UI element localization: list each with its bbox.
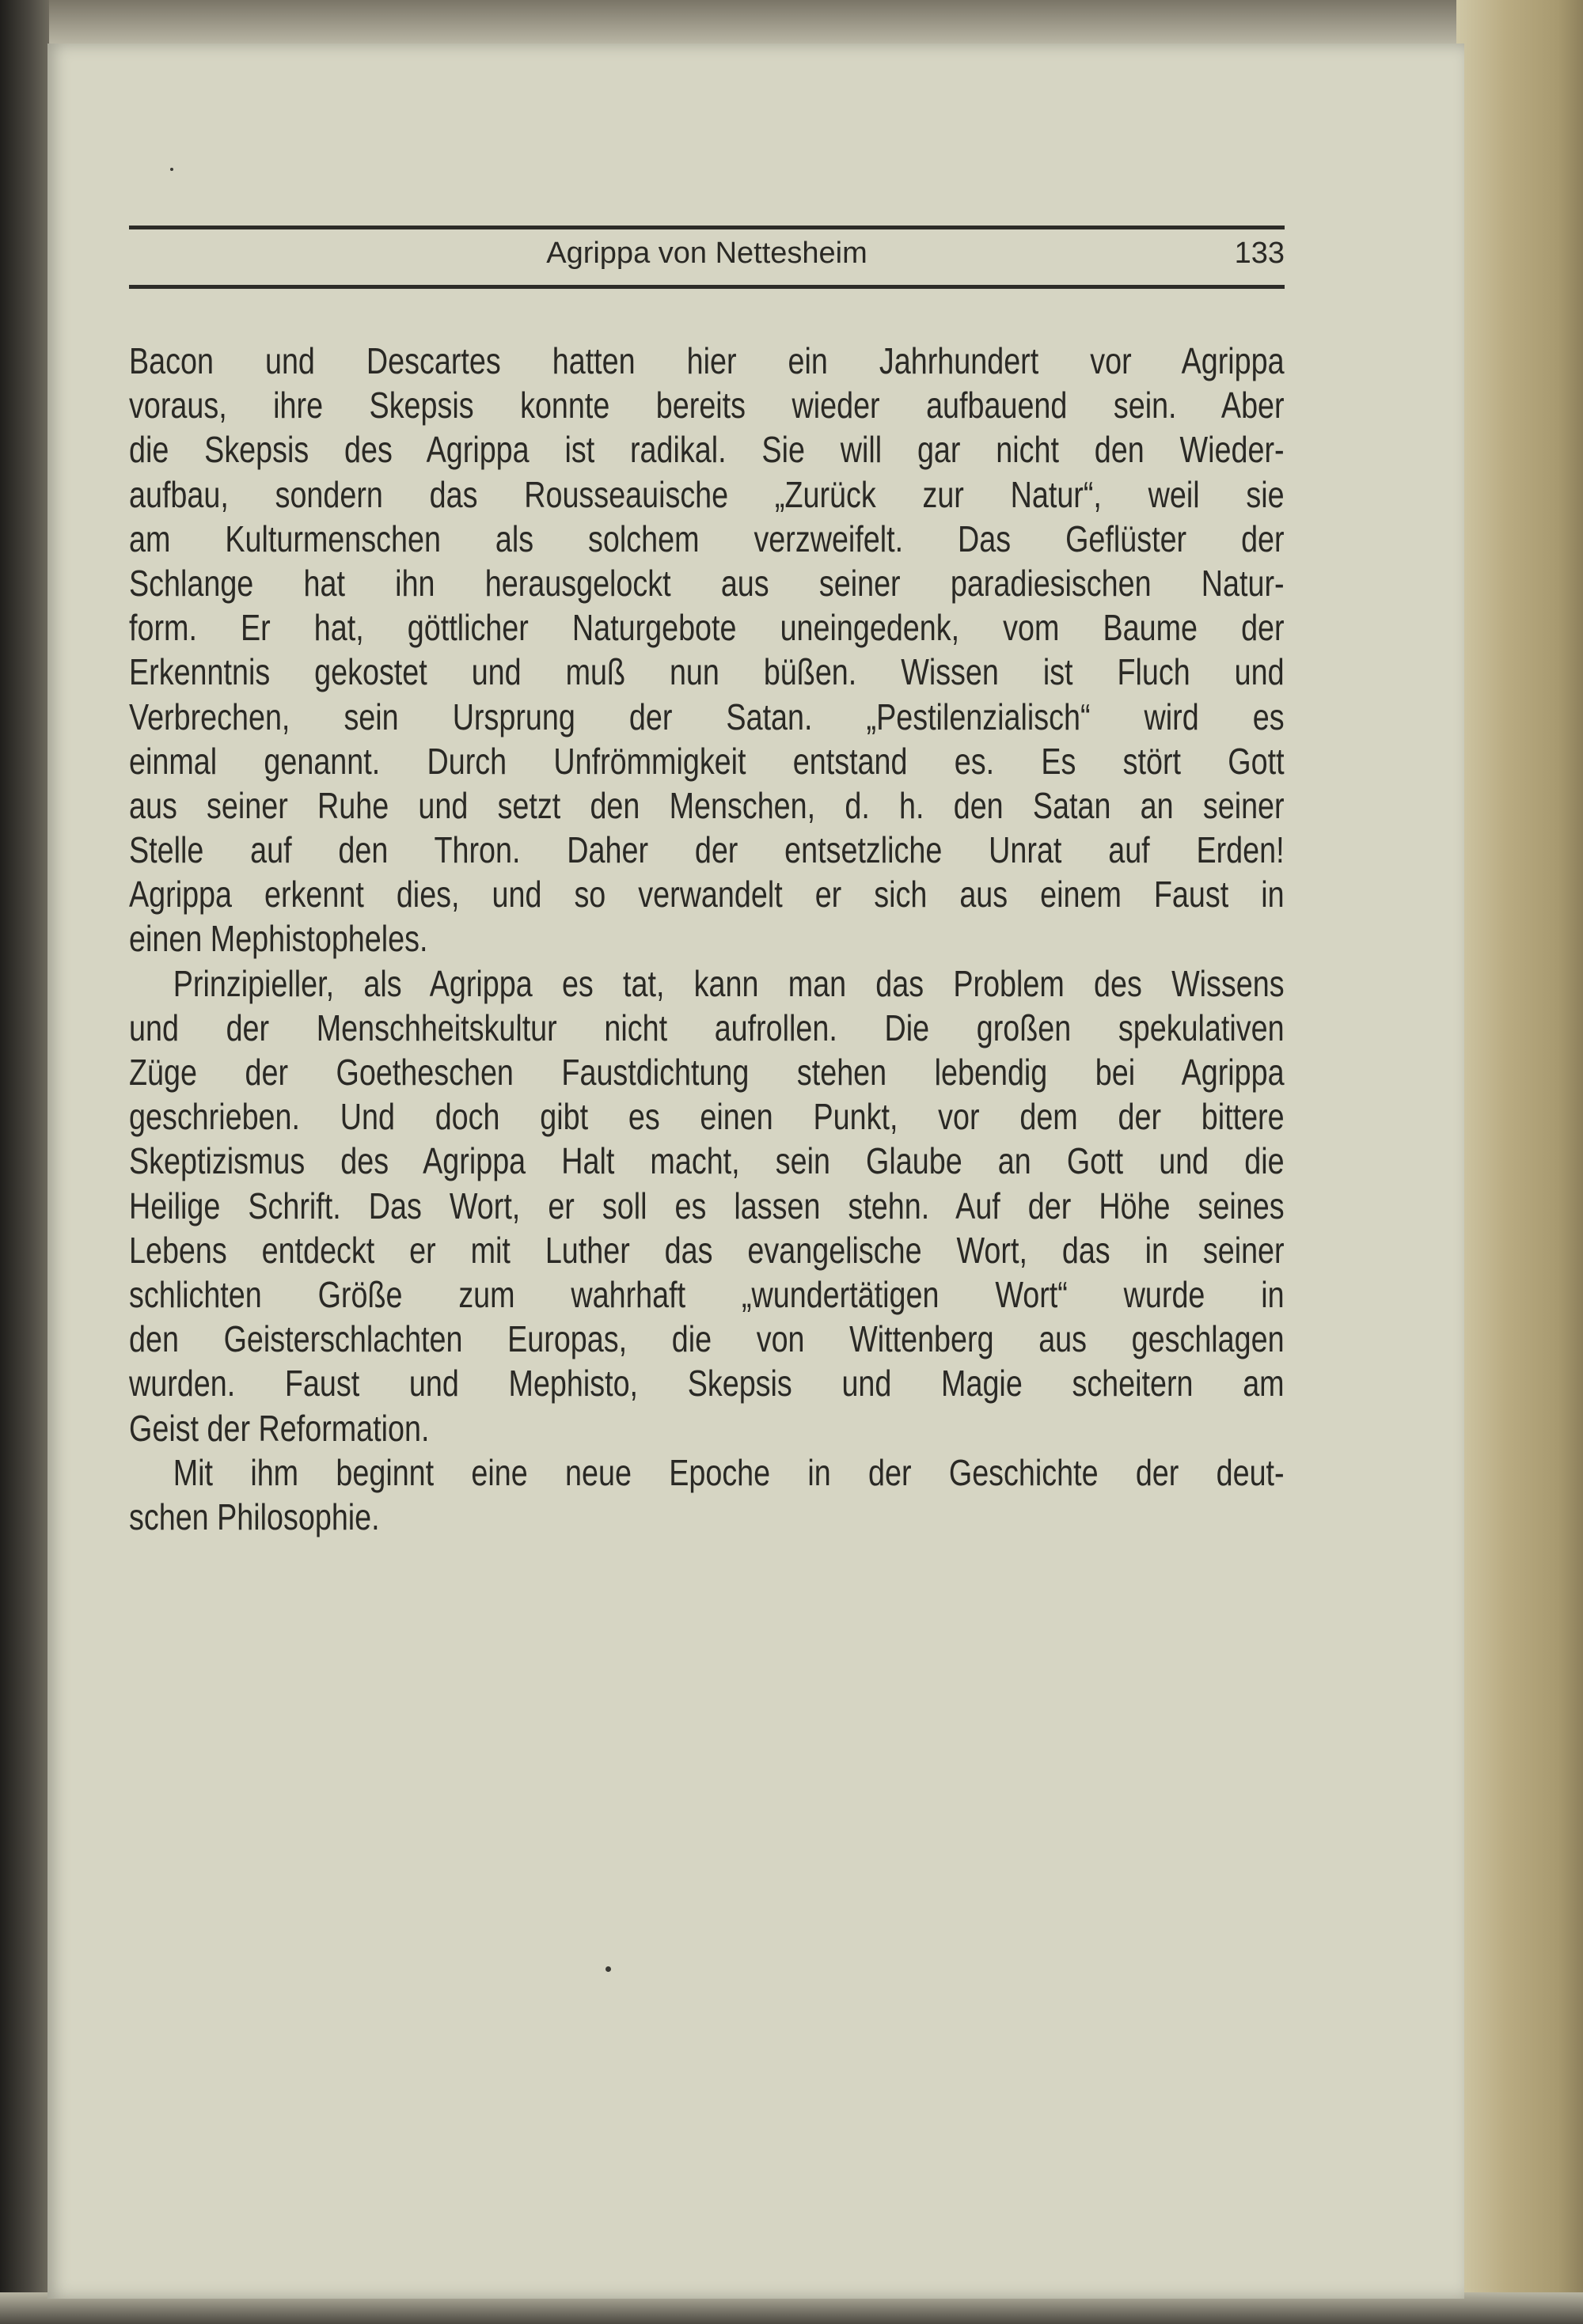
book-cover-edge	[1456, 0, 1583, 2324]
text-line: Züge der Goetheschen Faustdichtung stehen lebendig bei Agrippa	[129, 1052, 1285, 1093]
text-line: Heilige Schrift. Das Wort, er soll es lassen stehn. Auf der Höhe seines	[129, 1185, 1285, 1226]
text-line: Lebens entdeckt er mit Luther das evangelische Wort, das in seiner	[129, 1229, 1285, 1271]
text-line: einen Mephistopheles.	[129, 918, 428, 960]
text-line: Verbrechen, sein Ursprung der Satan. „Pestilenzialisch“ wird es	[129, 696, 1285, 737]
text-line: am Kulturmenschen als solchem verzweifelt. Das Geflüster der	[129, 517, 1285, 559]
ink-speck	[605, 1966, 611, 1972]
text-line: Geist der Reformation.	[129, 1407, 430, 1449]
text-line: schlichten Größe zum wahrhaft „wundertätigen Wort“ wurde in	[129, 1273, 1285, 1315]
text-line: Prinzipieller, als Agrippa es tat, kann man das Problem des Wissens	[173, 962, 1285, 1004]
text-line: schen Philosophie.	[129, 1496, 380, 1537]
text-line: Bacon und Descartes hatten hier ein Jahrhundert vor Agrippa	[129, 340, 1285, 381]
text-line: aus seiner Ruhe und setzt den Menschen, d. h. den Satan an seiner	[129, 784, 1285, 826]
text-line: form. Er hat, göttlicher Naturgebote uneingedenk, vom Baume der	[129, 607, 1285, 649]
running-head-title: Agrippa von Nettesheim	[546, 237, 867, 270]
text-line: einmal genannt. Durch Unfrömmigkeit entstand es. Es stört Gott	[129, 740, 1285, 782]
text-line: Schlange hat ihn herausgelockt aus seiner paradiesischen Natur-	[129, 562, 1285, 604]
page-number: 133	[1234, 237, 1285, 270]
text-line: wurden. Faust und Mephisto, Skepsis und Magie scheitern am	[129, 1363, 1285, 1405]
text-line: Stelle auf den Thron. Daher der entsetzliche Unrat auf Erden!	[129, 829, 1285, 871]
header-rule-bottom	[129, 285, 1285, 289]
text-line: den Geisterschlachten Europas, die von Wittenberg aus geschlagen	[129, 1318, 1285, 1360]
text-line: Agrippa erkennt dies, und so verwandelt er sich aus einem Faust in	[129, 874, 1285, 916]
text-line: Mit ihm beginnt eine neue Epoche in der Geschichte der deut-	[173, 1451, 1285, 1493]
text-line: Erkenntnis gekostet und muß nun büßen. Wissen ist Fluch und	[129, 651, 1285, 693]
header-rule-top	[129, 226, 1285, 229]
book-spine	[0, 0, 49, 2324]
body-text	[129, 339, 1285, 1539]
text-line: Skeptizismus des Agrippa Halt macht, sein Glaube an Gott und die	[129, 1140, 1285, 1182]
text-line: und der Menschheitskultur nicht aufrollen. Die großen spekulativen	[129, 1007, 1285, 1048]
running-head	[129, 231, 1285, 275]
text-line: die Skepsis des Agrippa ist radikal. Sie will gar nicht den Wieder-	[129, 429, 1285, 471]
text-line: geschrieben. Und doch gibt es einen Punkt, vor dem der bittere	[129, 1096, 1285, 1138]
text-line: aufbau, sondern das Rousseauische „Zurück zur Natur“, weil sie	[129, 473, 1285, 515]
ink-speck	[170, 168, 173, 171]
text-line: voraus, ihre Skepsis konnte bereits wieder aufbauend sein. Aber	[129, 385, 1285, 427]
